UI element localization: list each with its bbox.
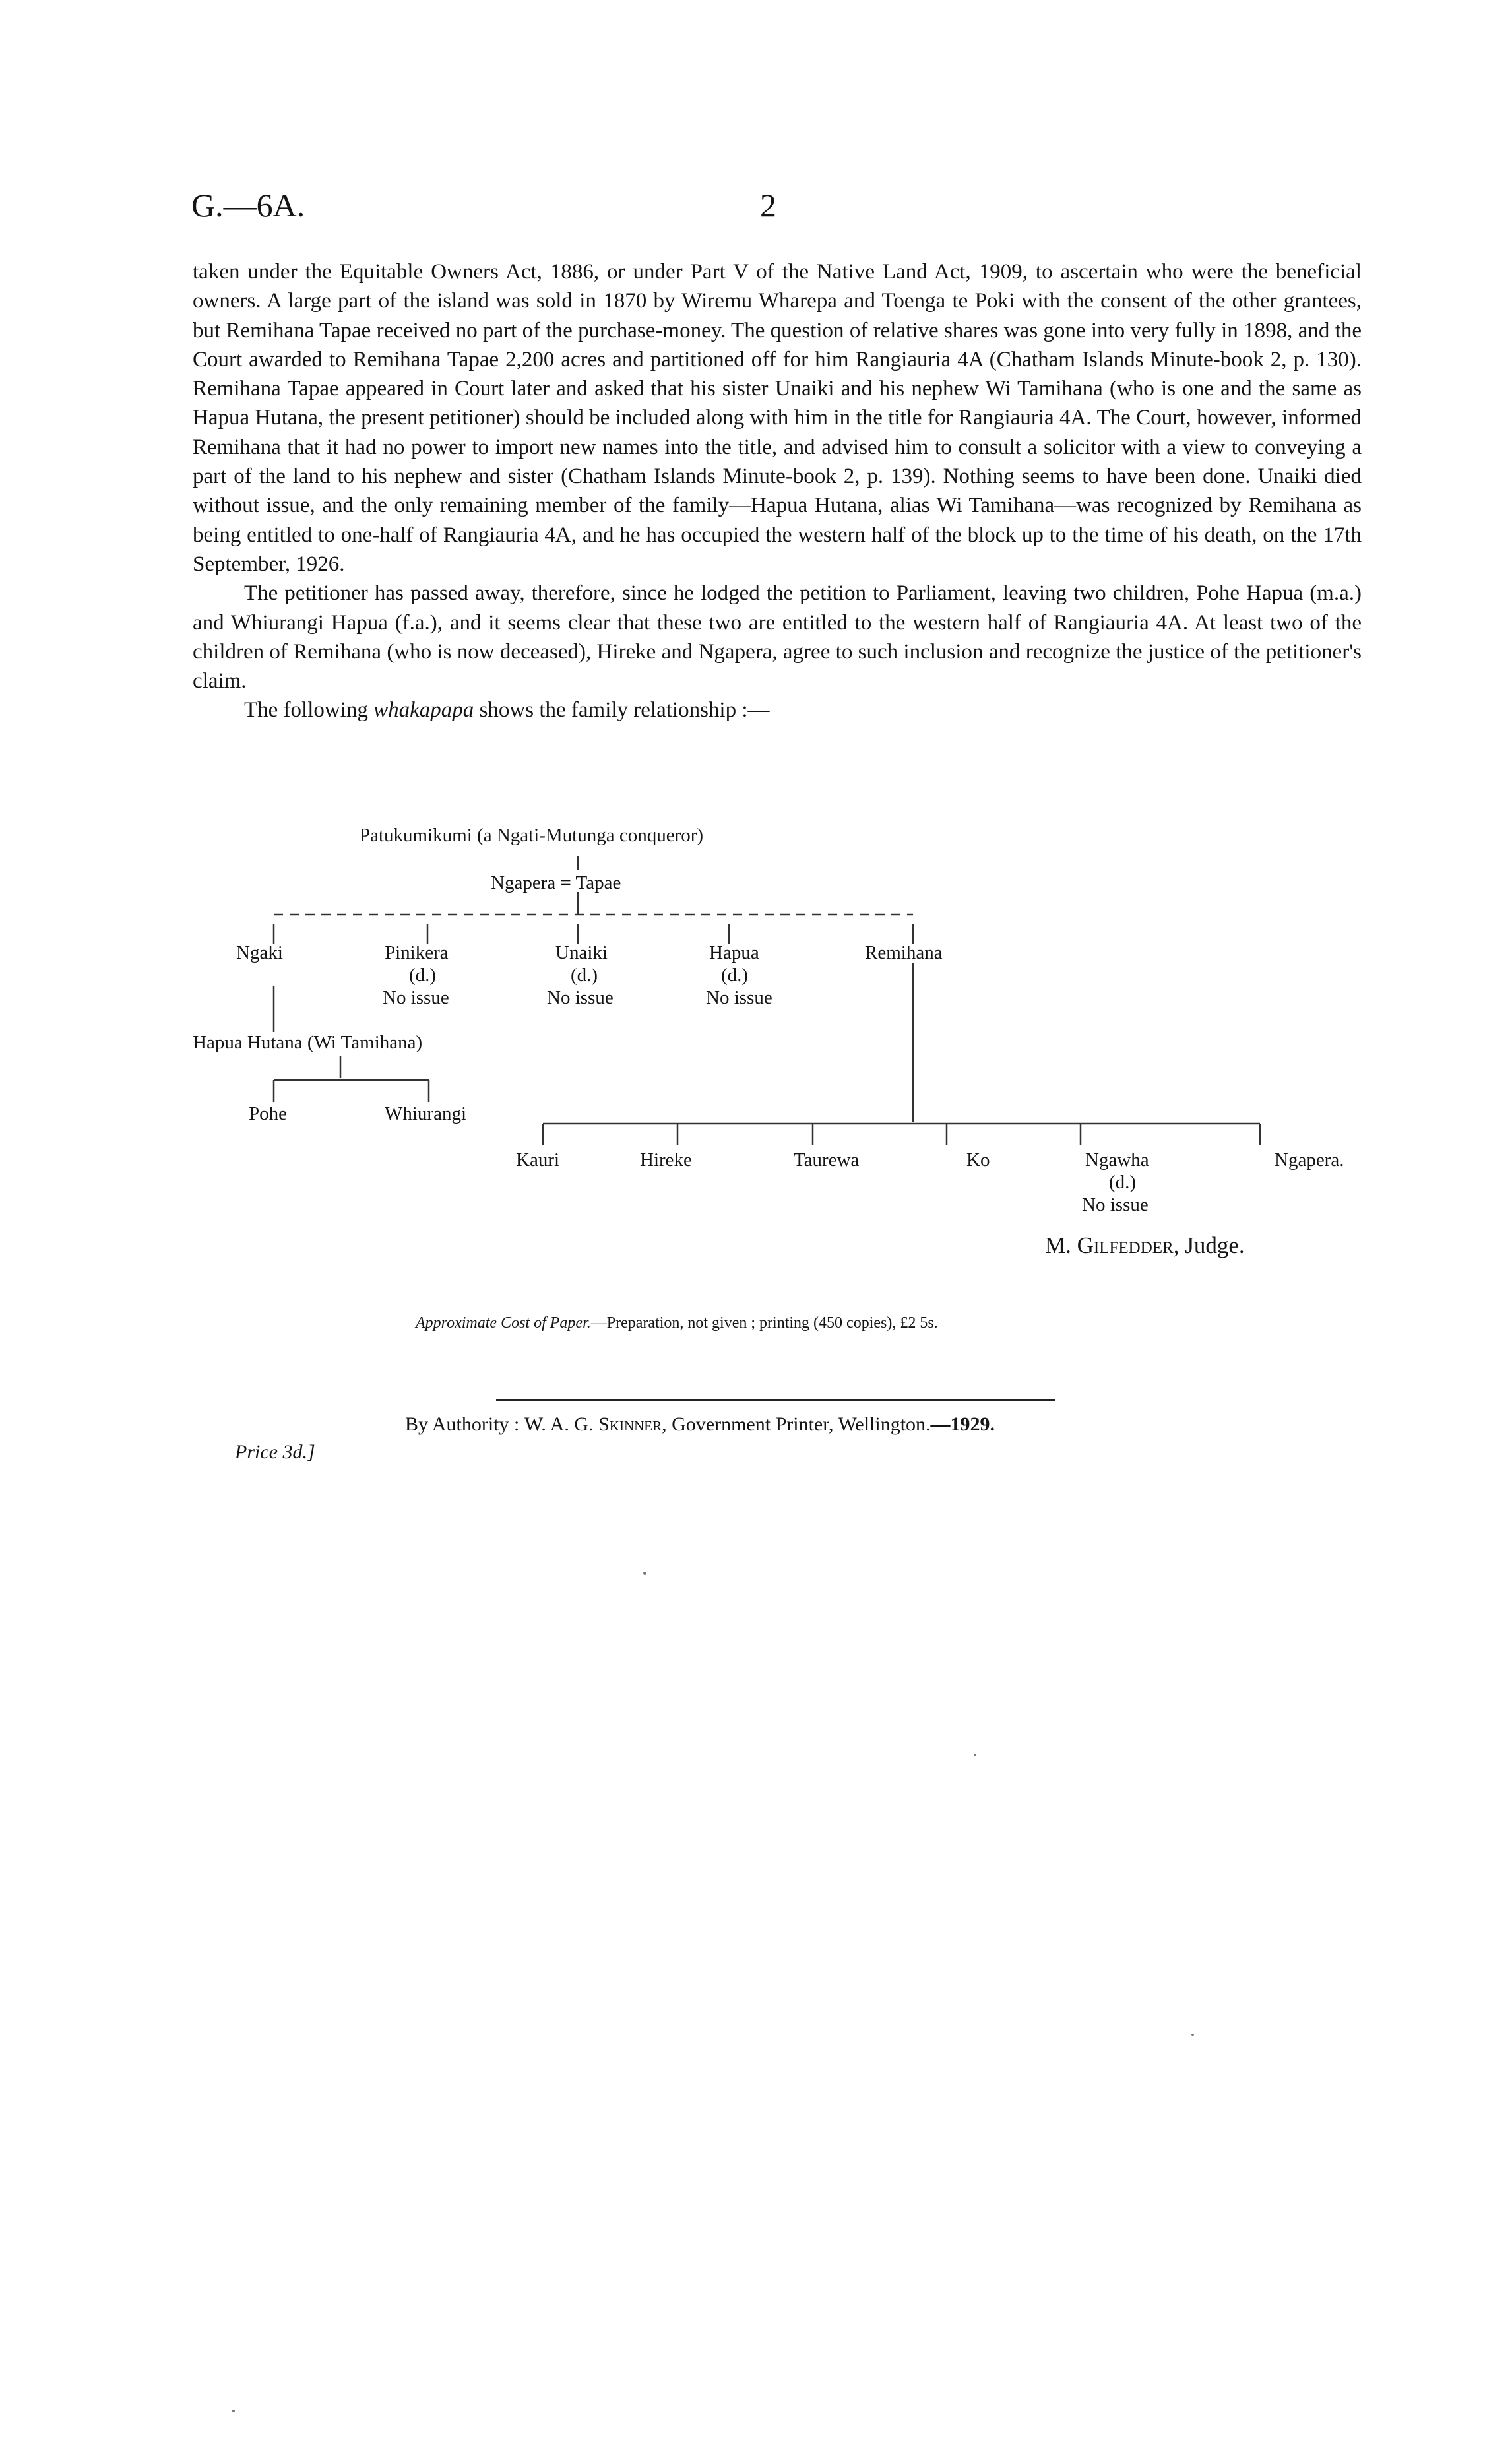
signature-surname: Gilfedder [1077, 1233, 1174, 1258]
tree-person-issue: No issue [1082, 1194, 1149, 1215]
tree-person: Pinikera [385, 942, 449, 963]
tree-person-issue: No issue [383, 987, 449, 1008]
price: Price 3d.] [235, 1441, 315, 1463]
tree-person: Ngaki [236, 942, 283, 963]
tree-person: Ko [966, 1149, 990, 1171]
document-reference: G.—6A. [191, 187, 305, 224]
tree-person: Whiurangi [385, 1103, 467, 1124]
tree-person: Kauri [516, 1149, 560, 1171]
intro-suffix: shows the family relationship :— [479, 698, 770, 722]
tree-person: Ngapera. [1275, 1149, 1344, 1171]
cost-label: Approximate Cost of Paper. [416, 1314, 591, 1332]
imprint-rule [496, 1399, 1055, 1401]
tree-person: Hapua [709, 942, 759, 963]
tree-person: Pohe [249, 1103, 287, 1124]
cost-note [416, 1314, 938, 1332]
signature-title: , Judge. [1173, 1233, 1245, 1258]
tree-person-status: (d.) [1109, 1172, 1137, 1193]
imprint-suffix: , Government Printer, Wellington. [662, 1413, 931, 1435]
signature-initial: M. [1045, 1233, 1071, 1258]
imprint-year: —1929. [930, 1413, 995, 1435]
scan-speck [232, 2410, 235, 2412]
cost-text: —Preparation, not given ; printing (450 copies), £2 5s. [590, 1314, 938, 1332]
tree-person: Unaiki [555, 942, 608, 963]
signature [1045, 1233, 1245, 1259]
scan-speck [974, 1754, 976, 1756]
tree-couple: Ngapera = Tapae [491, 872, 621, 893]
tree-ancestor: Patukumikumi (a Ngati-Mutunga conqueror) [360, 825, 704, 846]
intro-prefix: The following [244, 698, 368, 722]
tree-person: Hapua Hutana (Wi Tamihana) [193, 1032, 423, 1053]
tree-person-issue: No issue [547, 987, 614, 1008]
scan-speck [1191, 2034, 1194, 2036]
whakapapa-term: whakapapa [373, 698, 474, 722]
paragraph: taken under the Equitable Owners Act, 1886, or under Part V of the Native Land Act, 1909, to ascertain who were the beneficial owners. A large part of the island was sold in 1870 by Wiremu Wharepa and Toenga te Poki with the consent of the other grantees, but Remihana Tapae received no part of the purchase-money. The question of relative shares was gone into very fully in 1898, and the Court awarded to Remihana Tapae 2,200 acres and partitioned off for him Rangiauria 4A (Chatham Islands Minute-book 2, p. 130). Remihana Tapae appeared in Court later and asked that his sister Unaiki and his nephew Wi Tamihana (who is one and the same as Hapua Hutana, the present petitioner) should be included along with him in the title for Rangiauria 4A. The Court, however, informed Remihana that it had no power to import new names into the title, and advised him to consult a solicitor with a view to conveying a part of the land to his nephew and sister (Chatham Islands Minute-book 2, p. 139). Nothing seems to have been done. Unaiki died without issue, and the only remaining member of the family—Hapua Hutana, alias Wi Tamihana—was recognized by Remihana as being entitled to one-half of Rangiauria 4A, and he has occupied the western half of the block up to the time of his death, on the 17th September, 1926. [193, 260, 1362, 576]
paragraph: The petitioner has passed away, therefore, since he lodged the petition to Parliament, leaving two children, Pohe Hapua (m.a.) and Whiurangi Hapua (f.a.), and it seems clear that these two are entitled to the western half of Rangiauria 4A. At least two of the children of Remihana (who is now deceased), Hireke and Ngapera, agree to such inclusion and recognize the justice of the petitioner's claim. [193, 581, 1362, 693]
scan-speck [643, 1572, 646, 1575]
imprint [405, 1413, 995, 1436]
imprint-printer: W. A. G. Skinner [524, 1413, 662, 1435]
tree-person: Ngawha [1085, 1149, 1149, 1171]
imprint-prefix: By Authority : [405, 1413, 520, 1435]
page-number: 2 [760, 187, 776, 224]
tree-person: Taurewa [794, 1149, 860, 1171]
tree-person-status: (d.) [721, 965, 749, 986]
tree-person: Remihana [865, 942, 943, 963]
tree-person: Hireke [640, 1149, 692, 1171]
tree-person-status: (d.) [571, 965, 598, 986]
tree-person-issue: No issue [706, 987, 772, 1008]
tree-person-status: (d.) [409, 965, 437, 986]
